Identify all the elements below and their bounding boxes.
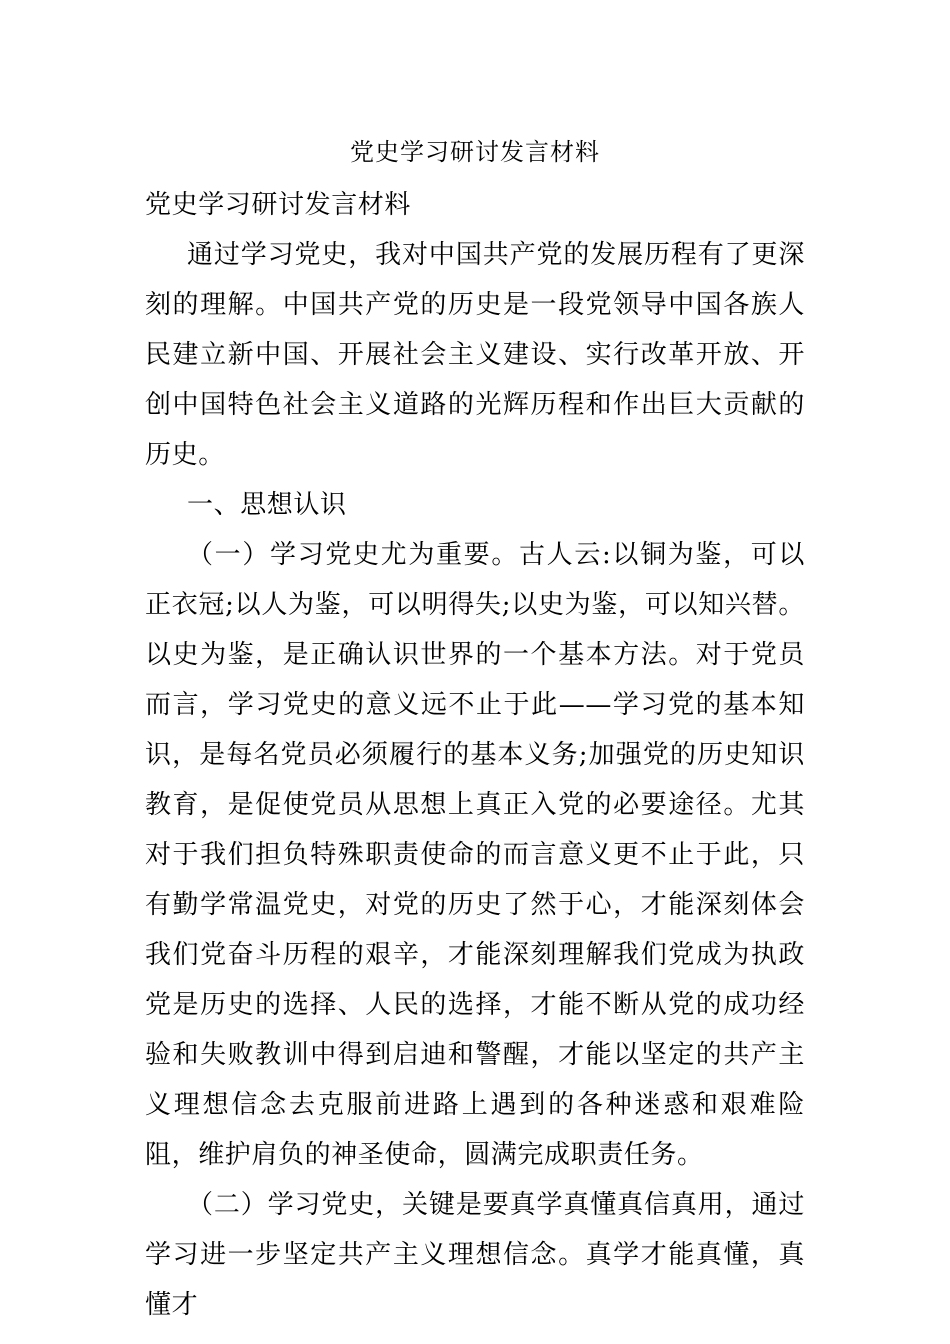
- section-heading: 一、思想认识: [187, 490, 347, 520]
- document-body: [145, 180, 805, 1330]
- paragraph-intro: 通过学习党史，我对中国共产党的发展历程有了更深刻的理解。中国共产党的历史是一段党领导中国各族人民建立新中国、开展社会主义建设、实行改革开放、开创中国特色社会主义道路的光辉历程和作出巨大贡献的历史。: [145, 240, 805, 470]
- paragraph-1: （一）学习党史尤为重要。古人云:以铜为鉴，可以正衣冠;以人为鉴，可以明得失;以史为鉴，可以知兴替。以史为鉴，是正确认识世界的一个基本方法。对于党员而言，学习党史的意义远不止于此——学习党的基本知识，是每名党员必须履行的基本义务;加强党的历史知识教育，是促使党员从思想上真正入党的必要途径。尤其对于我们担负特殊职责使命的而言意义更不止于此，只有勤学常温党史，对党的历史了然于心，才能深刻体会我们党奋斗历程的艰辛，才能深刻理解我们党成为执政党是历史的选择、人民的选择，才能不断从党的成功经验和失败教训中得到启迪和警醒，才能以坚定的共产主义理想信念去克服前进路上遇到的各种迷惑和艰难险阻，维护肩负的神圣使命，圆满完成职责任务。: [145, 540, 805, 1170]
- paragraph-2: （二）学习党史，关键是要真学真懂真信真用，通过学习进一步坚定共产主义理想信念。真学才能真懂，真懂才: [145, 1190, 805, 1320]
- document-title: 党史学习研讨发言材料: [350, 138, 600, 166]
- document-subtitle: 党史学习研讨发言材料: [145, 190, 412, 220]
